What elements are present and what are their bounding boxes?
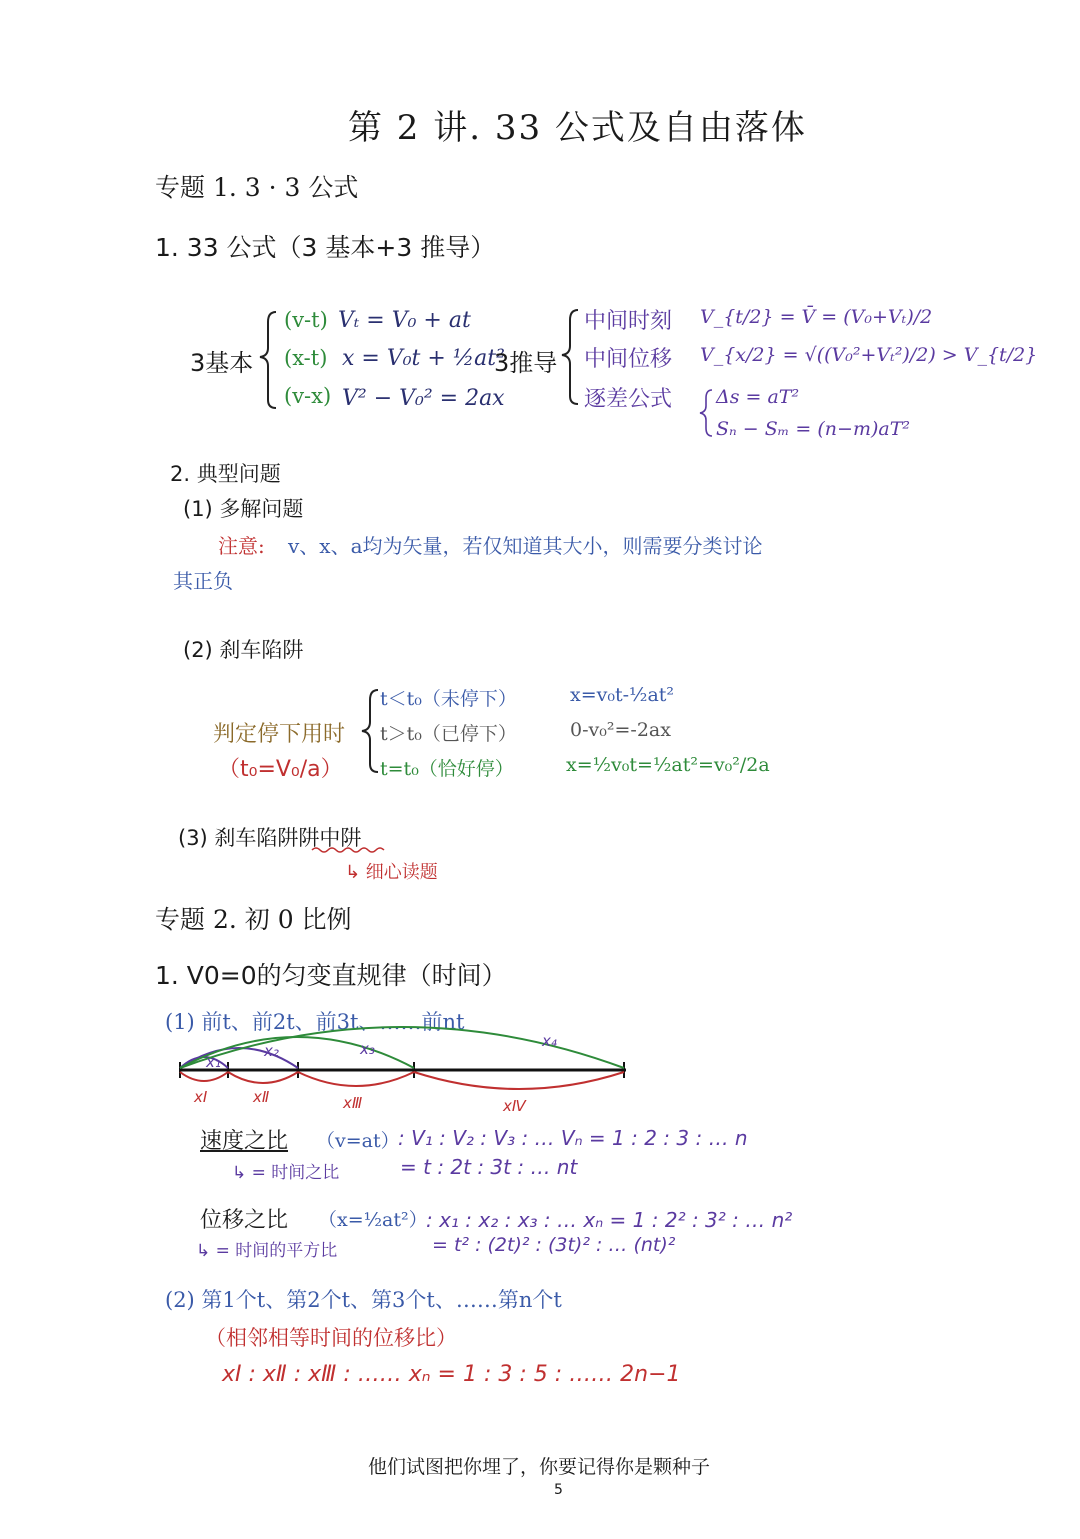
part2-note: （相邻相等时间的位移比） — [205, 1326, 457, 1350]
basic-tag-1: (v-t) — [284, 308, 328, 332]
case-formula-3: x=½v₀t=½at²=v₀²/2a — [566, 754, 770, 776]
basic-formula-3: V² − V₀² = 2ax — [342, 386, 505, 411]
trap-note: ↳ 细心读题 — [345, 862, 438, 883]
speed-ratio-equation: （v=at） — [316, 1130, 400, 1152]
basic-tag-2: (x-t) — [284, 346, 328, 370]
case-formula-1: x=v₀t-½at² — [570, 684, 675, 706]
seg-label-4: xⅣ — [503, 1097, 526, 1115]
note-text-1: v、x、a均为矢量，若仅知道其大小，则需要分类讨论 — [288, 534, 763, 558]
part2-ratio: xⅠ : xⅡ : xⅢ : …… xₙ = 1 : 3 : 5 : …… 2n−1 — [222, 1362, 681, 1387]
part1-title: (1) 前t、前2t、前3t、……前nt — [165, 1010, 465, 1034]
page-title: 第 2 讲. 33 公式及自由落体 — [348, 108, 807, 148]
topic2-section1-title: 1. V0=0的匀变直规律（时间） — [155, 961, 507, 990]
seg-label-2: xⅡ — [253, 1088, 270, 1106]
subsection-trap-in-trap: (3) 刹车陷阱阱中阱 — [178, 826, 362, 850]
derived-name-2: 中间位移 — [584, 347, 673, 372]
basic-formula-1: Vₜ = V₀ + at — [338, 308, 471, 333]
derived-formula-2: V_{x/2} = √((V₀²+Vₜ²)/2) > V_{t/2} — [700, 344, 1038, 366]
note-text-2: 其正负 — [173, 569, 233, 593]
derived-name-1: 中间时刻 — [584, 309, 673, 334]
topic2-heading: 专题 2. 初 0 比例 — [155, 905, 352, 934]
arc-label-2: x₂ — [264, 1042, 279, 1060]
judge-formula: （t₀=V₀/a） — [218, 757, 343, 782]
derived-formula-1: V_{t/2} = V̄ = (V₀+Vₜ)/2 — [700, 306, 933, 328]
note-label: 注意: — [218, 534, 265, 558]
subsection-multi-solution: (1) 多解问题 — [183, 497, 304, 521]
subsection-brake-trap: (2) 刹车陷阱 — [183, 638, 304, 662]
disp-ratio-equation: （x=½at²） — [318, 1209, 428, 1231]
case-cond-1: t＜t₀（未停下） — [380, 688, 517, 710]
basic-formula-2: x = V₀t + ½at² — [342, 346, 505, 371]
arc-label-1: x₁ — [206, 1053, 221, 1071]
topic1-section1-title: 1. 33 公式（3 基本+3 推导） — [155, 233, 496, 262]
topic1-heading: 专题 1. 3 · 3 公式 — [155, 173, 359, 202]
disp-ratio-values: : x₁ : x₂ : x₃ : … xₙ = 1 : 2² : 3² : … n² — [426, 1208, 793, 1232]
basic-label: 3基本 — [190, 349, 254, 377]
derived-label: 3推导 — [494, 349, 558, 377]
derived-formula-3: Δs = aT² — [716, 386, 800, 408]
speed-ratio-note: ↳ = 时间之比 — [232, 1163, 340, 1183]
basic-tag-3: (v-x) — [284, 384, 332, 408]
derived-name-3: 逐差公式 — [584, 387, 673, 412]
topic1-section2-title: 2. 典型问题 — [170, 462, 281, 486]
speed-ratio-values-2: = t : 2t : 3t : … nt — [400, 1155, 578, 1179]
case-cond-3: t=t₀（恰好停） — [380, 758, 514, 780]
speed-ratio-values: : V₁ : V₂ : V₃ : … Vₙ = 1 : 2 : 3 : … n — [398, 1126, 748, 1150]
page-number: 5 — [554, 1482, 563, 1498]
case-cond-2: t＞t₀（已停下） — [380, 723, 517, 745]
disp-ratio-values-2: = t² : (2t)² : (3t)² : … (nt)² — [432, 1234, 676, 1256]
footer-motto: 他们试图把你埋了，你要记得你是颗种子 — [368, 1456, 711, 1478]
seg-label-3: xⅢ — [343, 1094, 363, 1112]
arc-label-3: x₃ — [360, 1040, 375, 1058]
speed-ratio-label: 速度之比 — [200, 1129, 289, 1154]
judge-label: 判定停下用时 — [213, 722, 346, 747]
case-formula-2: 0-v₀²=-2ax — [570, 719, 671, 741]
arc-label-4: x₄ — [542, 1032, 557, 1050]
derived-formula-4: Sₙ − Sₘ = (n−m)aT² — [716, 418, 910, 440]
disp-ratio-note: ↳ = 时间的平方比 — [196, 1241, 338, 1261]
part2-title: (2) 第1个t、第2个t、第3个t、……第n个t — [165, 1288, 562, 1312]
seg-label-1: xⅠ — [194, 1088, 208, 1106]
disp-ratio-label: 位移之比 — [200, 1208, 289, 1233]
